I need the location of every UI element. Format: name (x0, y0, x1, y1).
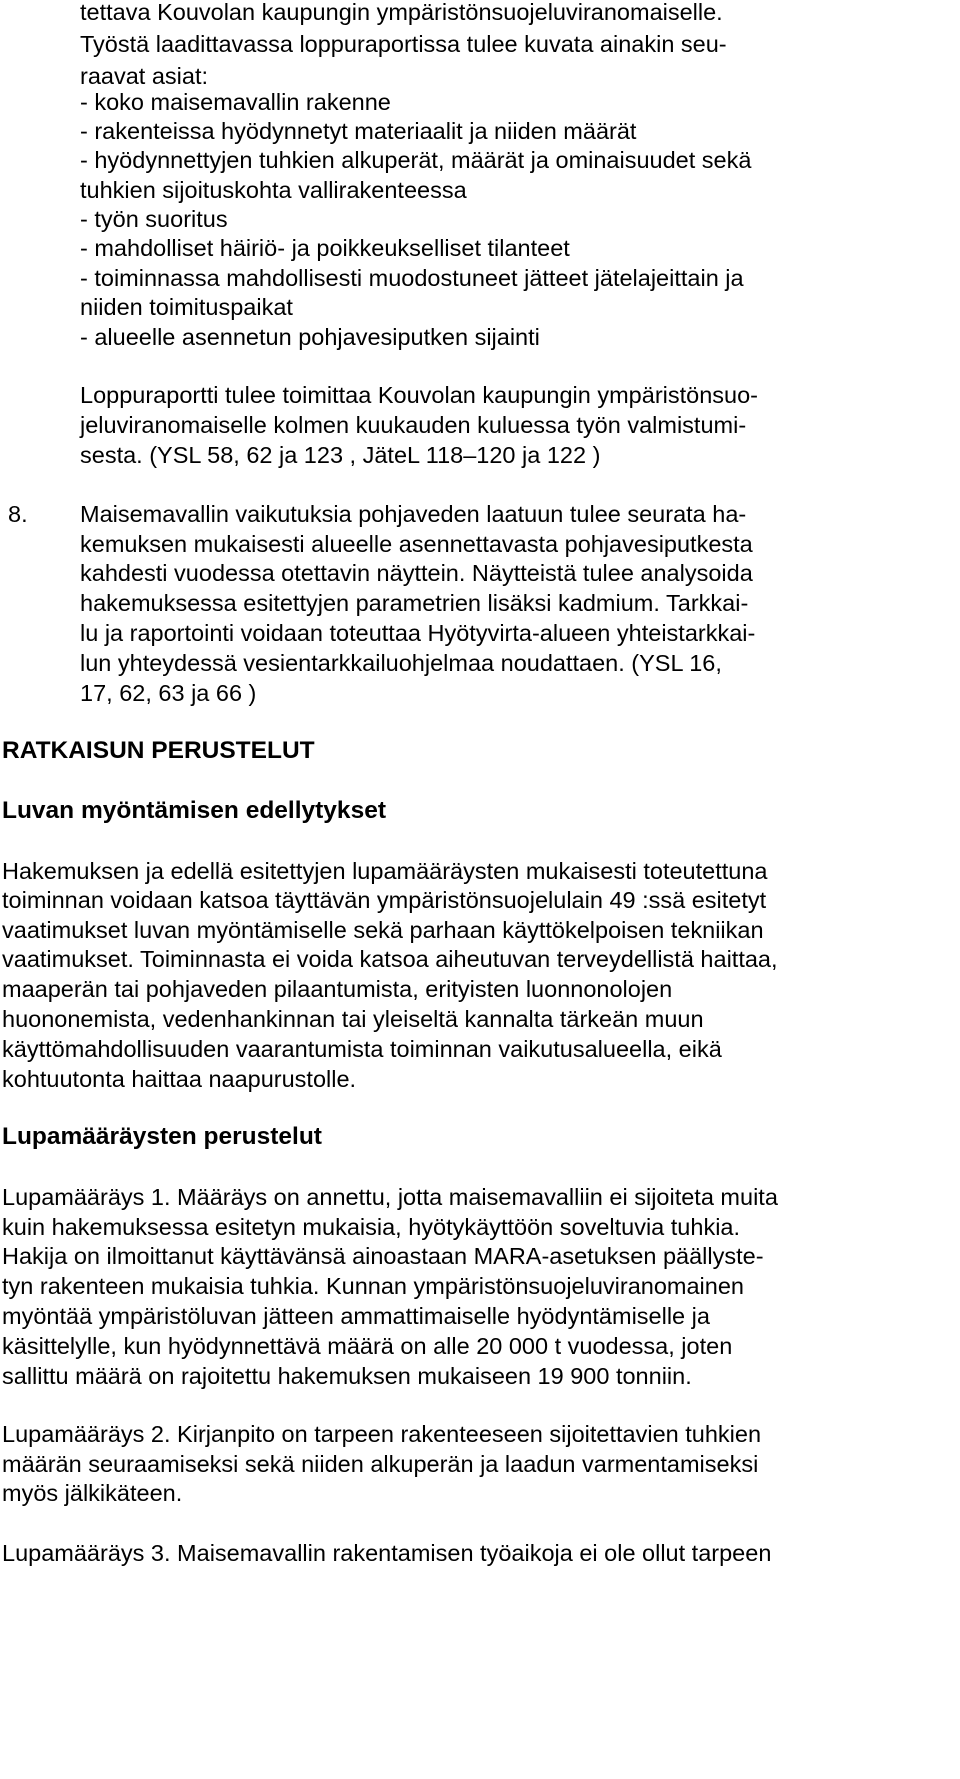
text-line: myöntää ympäristöluvan jätteen ammattimaiselle hyödyntämiselle ja (2, 1303, 710, 1329)
text-line: käyttömahdollisuuden vaarantumista toiminnan vaikutusalueella, eikä (2, 1036, 722, 1062)
text-line: kohtuutonta haittaa naapurustolle. (2, 1066, 357, 1092)
text-line: tyn rakenteen mukaisia tuhkia. Kunnan ympäristönsuojeluviranomainen (2, 1273, 744, 1299)
text-line: 17, 62, 63 ja 66 ) (80, 680, 257, 706)
text-line: kemuksen mukaisesti alueelle asennettavasta pohjavesiputkesta (80, 531, 753, 557)
text-line: tettava Kouvolan kaupungin ympäristönsuojeluviranomaiselle. (80, 0, 723, 25)
text-line: kuin hakemuksessa esitetyn mukaisia, hyötykäyttöön soveltuvia tuhkia. (2, 1214, 741, 1240)
text-line: Loppuraportti tulee toimittaa Kouvolan kaupungin ympäristönsuo- (80, 382, 759, 408)
list-item: - toiminnassa mahdollisesti muodostuneet jätteet jätelajeittain ja (80, 265, 744, 291)
text-line: jeluviranomaiselle kolmen kuukauden kuluessa työn valmistumi- (80, 412, 747, 438)
list-item-continuation: tuhkien sijoituskohta vallirakenteessa (80, 177, 467, 203)
list-item: - työn suoritus (80, 206, 228, 232)
text-line: määrän seuraamiseksi sekä niiden alkuperän ja laadun varmentamiseksi (2, 1451, 759, 1477)
list-item: - hyödynnettyjen tuhkien alkuperät, määrät ja ominaisuudet sekä (80, 147, 752, 173)
text-line: Hakija on ilmoittanut käyttävänsä ainoastaan MARA-asetuksen päällyste- (2, 1243, 764, 1269)
text-line: sallittu määrä on rajoitettu hakemuksen mukaiseen 19 900 tonniin. (2, 1363, 692, 1389)
list-item: - alueelle asennetun pohjavesiputken sijainti (80, 324, 540, 350)
text-line: Lupamääräys 3. Maisemavallin rakentamisen työaikoja ei ole ollut tarpeen (2, 1540, 772, 1566)
text-line: huononemista, vedenhankinnan tai yleiseltä kannalta tärkeän muun (2, 1006, 704, 1032)
text-line: toiminnan voidaan katsoa täyttävän ympäristönsuojelulain 49 :ssä esitetyt (2, 887, 767, 913)
text-line: lun yhteydessä vesientarkkailuohjelmaa noudattaen. (YSL 16, (80, 650, 722, 676)
text-line: vaatimukset luvan myöntämiselle sekä parhaan käyttökelpoisen tekniikan (2, 917, 764, 943)
text-line: Lupamääräys 1. Määräys on annettu, jotta maisemavalliin ei sijoiteta muita (2, 1184, 778, 1210)
text-line: sesta. (YSL 58, 62 ja 123 , JäteL 118–120 ja 122 ) (80, 442, 601, 468)
text-line: Lupamääräys 2. Kirjanpito on tarpeen rakenteeseen sijoitettavien tuhkien (2, 1421, 762, 1447)
text-line: hakemuksessa esitettyjen parametrien lisäksi kadmium. Tarkkai- (80, 590, 749, 616)
text-line: Hakemuksen ja edellä esitettyjen lupamääräysten mukaisesti toteutettuna (2, 858, 768, 884)
text-line: raavat asiat: (80, 63, 209, 89)
list-item: - mahdolliset häiriö- ja poikkeukselliset tilanteet (80, 235, 570, 261)
text-line: lu ja raportointi voidaan toteuttaa Hyötyvirta-alueen yhteistarkkai- (80, 620, 756, 646)
text-line: kahdesti vuodessa otettavin näyttein. Näytteistä tulee analysoida (80, 560, 753, 586)
list-item: - koko maisemavallin rakenne (80, 89, 391, 115)
text-line: Työstä laadittavassa loppuraportissa tulee kuvata ainakin seu- (80, 31, 727, 57)
item-number: 8. (8, 501, 28, 527)
section-heading: RATKAISUN PERUSTELUT (2, 737, 315, 764)
text-line: käsittelylle, kun hyödynnettävä määrä on alle 20 000 t vuodessa, joten (2, 1333, 733, 1359)
text-line: maaperän tai pohjaveden pilaantumista, erityisten luonnonolojen (2, 976, 673, 1002)
subsection-heading: Lupamääräysten perustelut (2, 1123, 322, 1150)
list-item-continuation: niiden toimituspaikat (80, 294, 293, 320)
list-item: - rakenteissa hyödynnetyt materiaalit ja niiden määrät (80, 118, 637, 144)
subsection-heading: Luvan myöntämisen edellytykset (2, 797, 386, 824)
text-line: myös jälkikäteen. (2, 1480, 183, 1506)
text-line: Maisemavallin vaikutuksia pohjaveden laatuun tulee seurata ha- (80, 501, 747, 527)
text-line: vaatimukset. Toiminnasta ei voida katsoa aiheutuvan terveydellistä haittaa, (2, 946, 778, 972)
